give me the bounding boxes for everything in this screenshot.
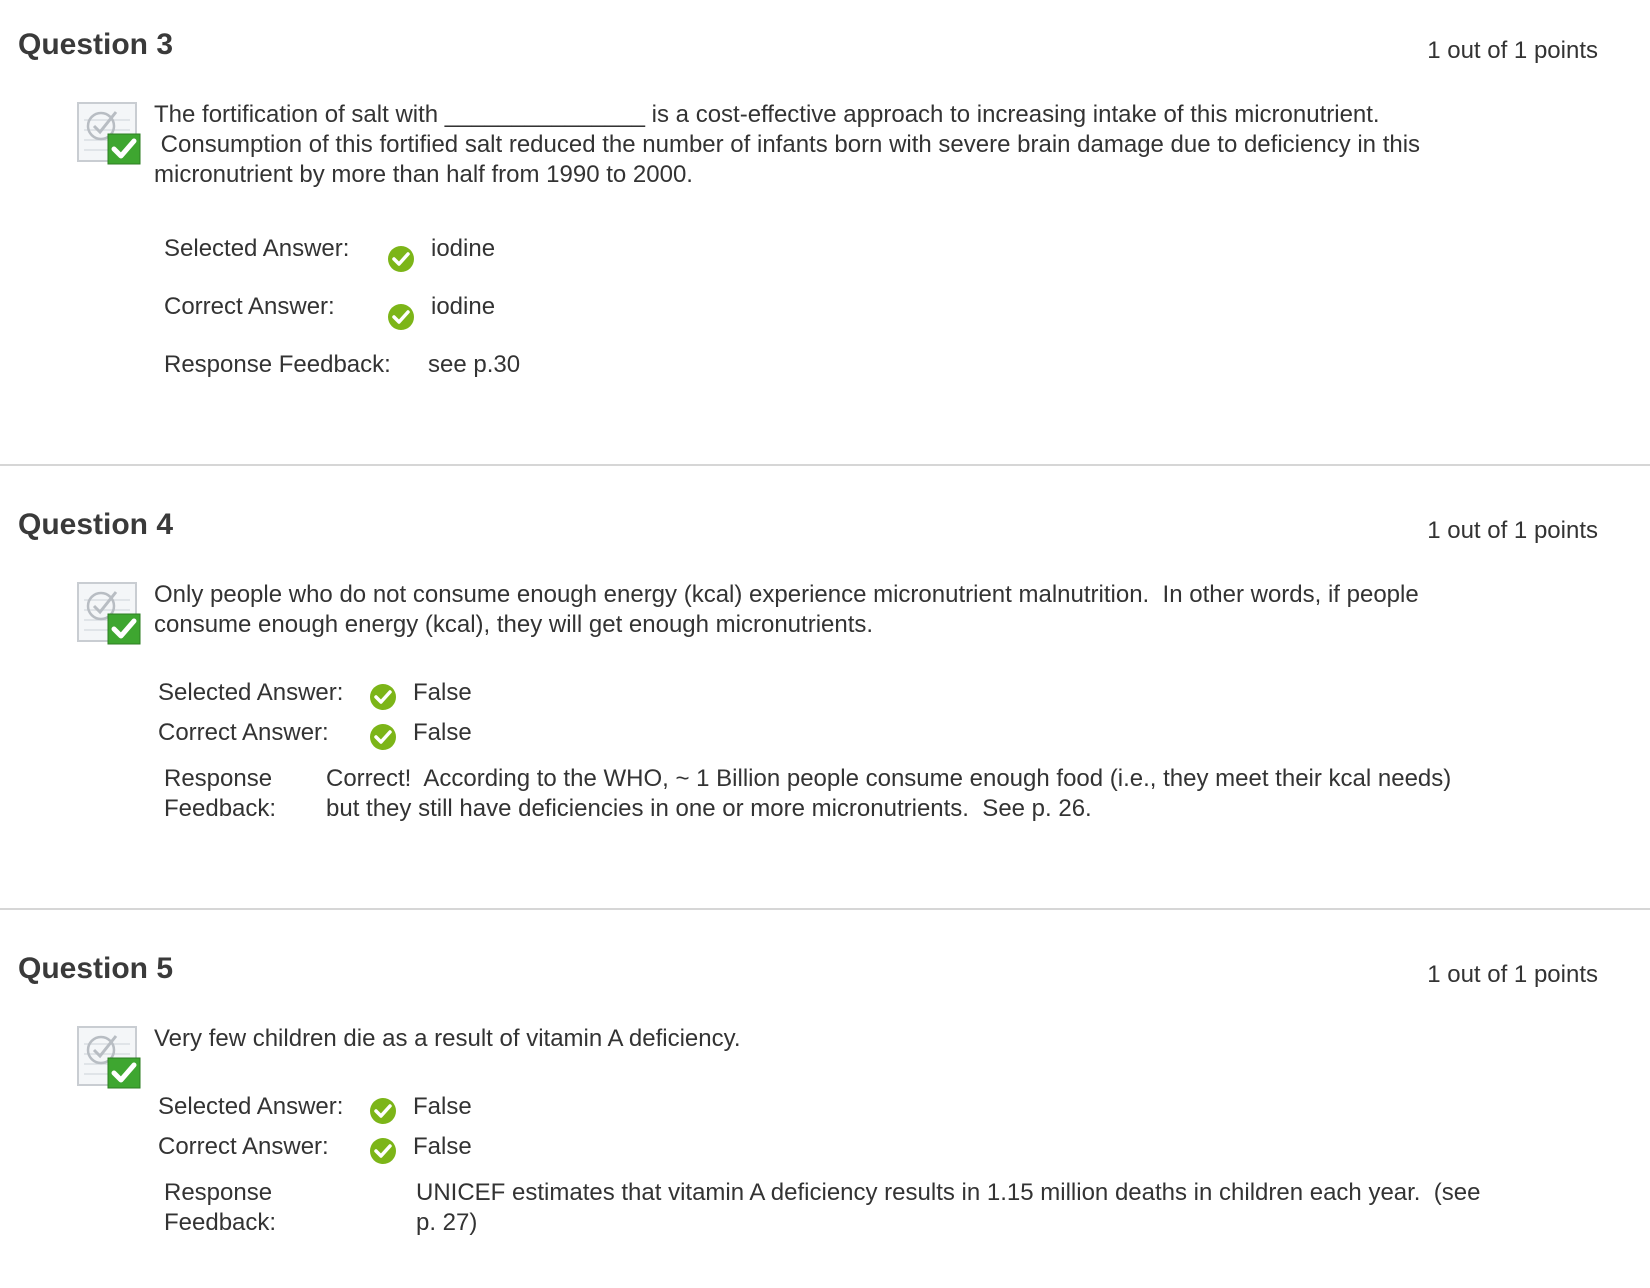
selected-answer-label: Selected Answer: xyxy=(164,235,350,262)
question-title: Question 4 xyxy=(18,508,174,541)
correct-question-icon xyxy=(76,100,142,166)
selected-answer-value: False xyxy=(413,1093,472,1120)
section-divider xyxy=(0,908,1650,910)
response-feedback-label: Response Feedback: xyxy=(164,351,391,378)
question-title: Question 5 xyxy=(18,952,174,985)
response-feedback-text: UNICEF estimates that vitamin A deficiency results in 1.15 million deaths in children each year. (see p. 27) xyxy=(416,1179,1481,1236)
question-text: The fortification of salt with _______________ is a cost-effective approach to increasing intake of this micronutrient. Consumption of this fortified salt reduced the number of infants born with severe brain damage due to deficiency in this micronutrient by more than half from 1990 to 2000. xyxy=(154,101,1421,188)
check-circle-icon xyxy=(368,682,398,712)
check-circle-icon xyxy=(368,722,398,752)
correct-answer-value: False xyxy=(413,719,472,746)
correct-answer-label: Correct Answer: xyxy=(158,1133,329,1160)
correct-question-icon xyxy=(76,1024,142,1090)
response-feedback-label: Response Feedback: xyxy=(164,1179,277,1236)
check-circle-icon xyxy=(368,1136,398,1166)
correct-answer-label: Correct Answer: xyxy=(164,293,335,320)
question-text: Very few children die as a result of vitamin A deficiency. xyxy=(154,1025,741,1052)
correct-answer-value: False xyxy=(413,1133,472,1160)
check-circle-icon xyxy=(386,302,416,332)
question-points: 1 out of 1 points xyxy=(1427,37,1598,64)
correct-answer-value: iodine xyxy=(431,293,496,320)
correct-question-icon xyxy=(76,580,142,646)
selected-answer-label: Selected Answer: xyxy=(158,1093,344,1120)
selected-answer-value: iodine xyxy=(431,235,496,262)
check-circle-icon xyxy=(368,1096,398,1126)
question-text: Only people who do not consume enough energy (kcal) experience micronutrient malnutrition. In other words, if people consume enough energy (kcal), they will get enough micronutrients. xyxy=(154,581,1419,638)
section-divider xyxy=(0,464,1650,466)
selected-answer-value: False xyxy=(413,679,472,706)
response-feedback-text: Correct! According to the WHO, ~ 1 Billion people consume enough food (i.e., they meet their kcal needs) but they still have deficiencies in one or more micronutrients. See p. 26. xyxy=(326,765,1452,822)
response-feedback-label: Response Feedback: xyxy=(164,765,277,822)
question-title: Question 3 xyxy=(18,28,174,61)
check-circle-icon xyxy=(386,244,416,274)
question-points: 1 out of 1 points xyxy=(1427,517,1598,544)
correct-answer-label: Correct Answer: xyxy=(158,719,329,746)
selected-answer-label: Selected Answer: xyxy=(158,679,344,706)
question-points: 1 out of 1 points xyxy=(1427,961,1598,988)
response-feedback-text: see p.30 xyxy=(428,351,521,378)
